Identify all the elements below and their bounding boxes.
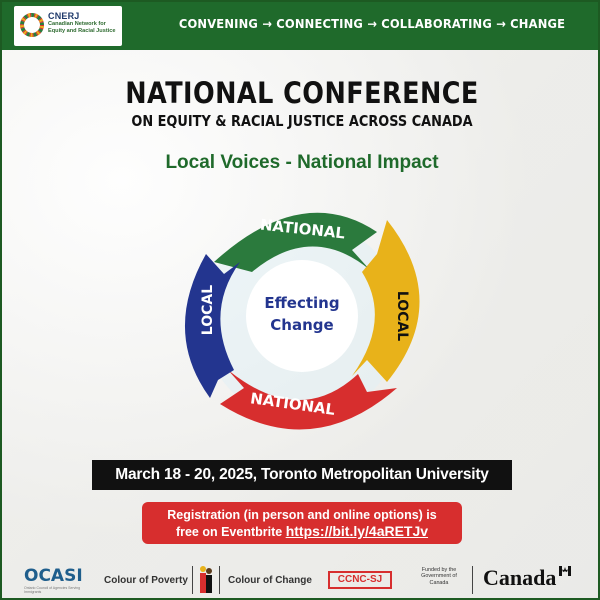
header-bar [2,2,600,50]
people-icon [198,564,214,596]
eventbrite-link[interactable]: https://bit.ly/4aRETJv [285,523,429,539]
colour-of-change-logo: Colour of Change [228,575,312,586]
registration-prefix: free on Eventbrite [175,525,286,539]
sponsor-footer [2,560,600,600]
divider [219,566,220,594]
cnerj-logo [14,6,122,46]
date-bar: March 18 - 20, 2025, Toronto Metropolitan University [92,460,512,490]
ocasi-logo: OCASI [24,566,83,586]
funded-by-text: Funded by the Government of Canada [421,567,457,586]
slogan: Local Voices - National Impact [165,152,439,173]
segment-label-local-left: LOCAL [200,284,216,336]
registration-line1: Registration (in person and online options) is [167,508,437,522]
segment-label-local-right: LOCAL [394,290,410,342]
registration-line2 [142,523,462,540]
center-text-line1: Effecting [264,294,340,312]
colour-of-poverty-logo: Colour of Poverty [104,575,188,586]
cnerj-ring-icon [18,11,46,39]
divider [192,566,193,594]
ocasi-subtitle: Ontario Council of Agencies Serving Immigrants [24,586,81,594]
canada-wordmark: Canada [483,565,557,590]
ccnc-sj-logo: CCNC-SJ [328,571,392,589]
cycle-diagram [162,192,442,442]
segment-label-national-bottom: NATIONAL [249,389,337,419]
page-subtitle: ON EQUITY & RACIAL JUSTICE ACROSS CANADA [131,112,473,130]
page-title: NATIONAL CONFERENCE [125,76,479,110]
registration-box [142,502,462,544]
center-text-line2: Change [270,316,334,334]
canada-flag-icon [559,566,571,576]
divider [472,566,473,594]
segment-label-national-top: NATIONAL [259,215,346,243]
tagline: CONVENING → CONNECTING → COLLABORATING → CHANGE [178,16,566,31]
logo-name: Canadian Network for Equity and Racial Justice [48,21,116,34]
logo-acronym: CNERJ [48,11,80,21]
